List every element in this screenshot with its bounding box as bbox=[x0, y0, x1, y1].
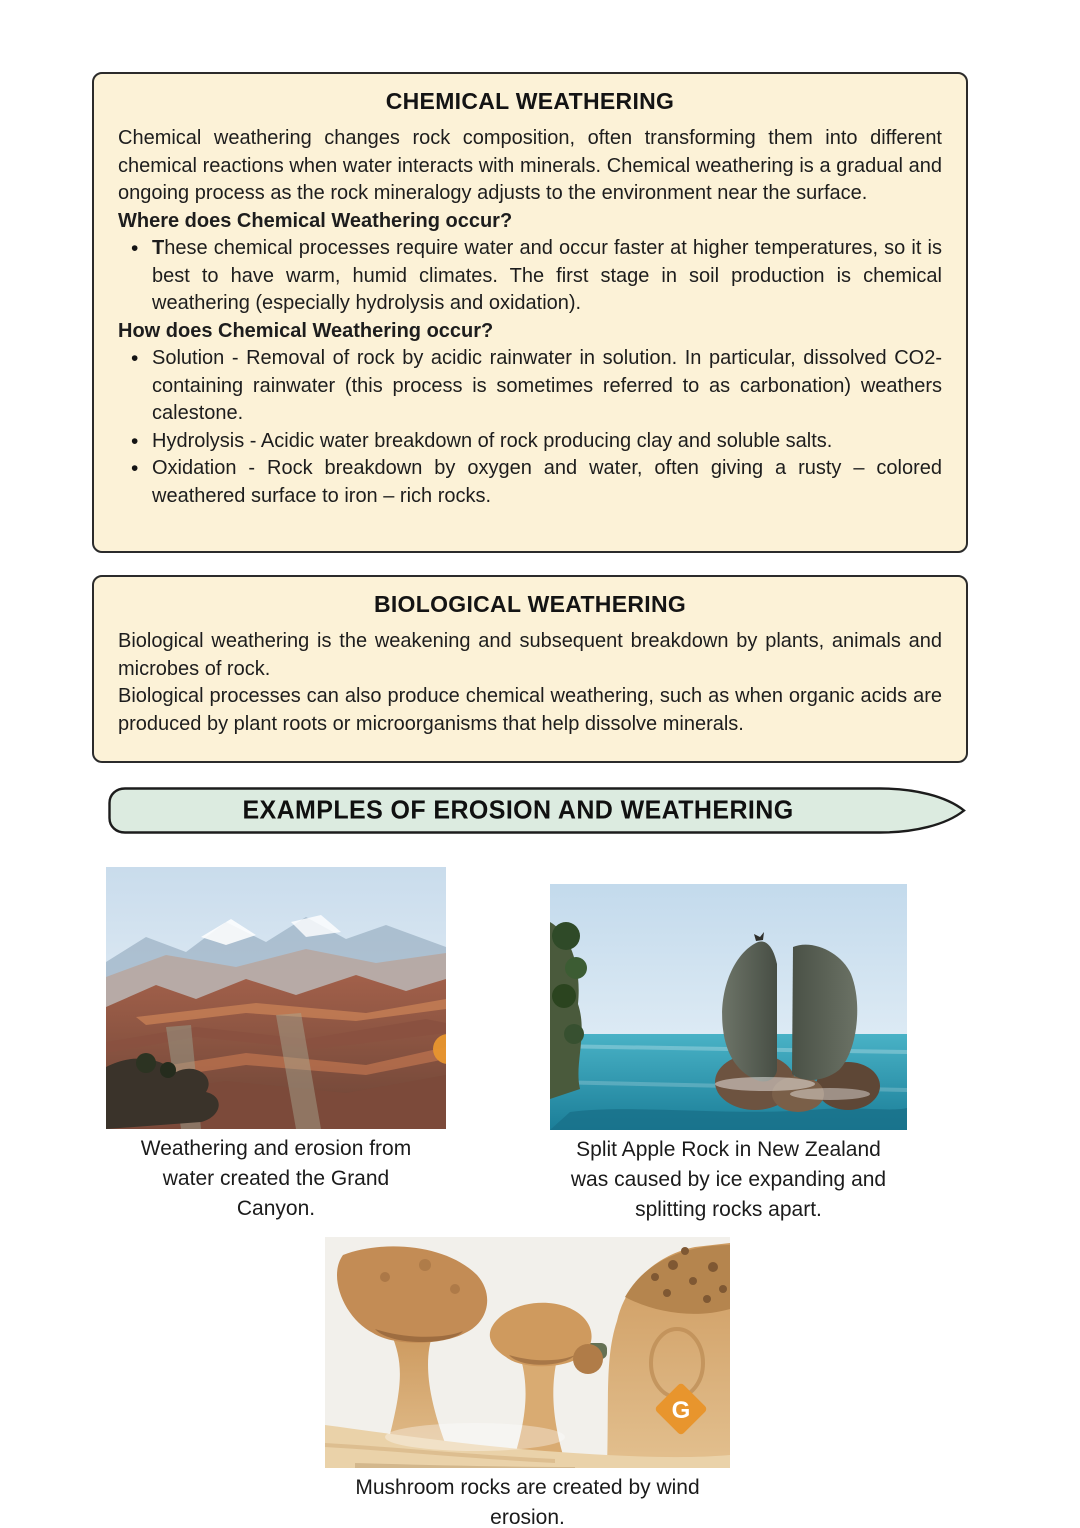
split-apple-caption bbox=[550, 1135, 907, 1225]
caption-line: erosion. bbox=[490, 1506, 565, 1528]
biological-weathering-panel bbox=[92, 575, 968, 763]
caption-line: Mushroom rocks are created by wind bbox=[355, 1476, 700, 1499]
where-heading: Where does Chemical Weathering occur? bbox=[118, 209, 513, 232]
caption-line: was caused by ice expanding and bbox=[570, 1168, 887, 1191]
how-bullet-list bbox=[118, 345, 942, 510]
caption-line: Weathering and erosion from bbox=[140, 1137, 412, 1160]
mushroom-rocks-image bbox=[325, 1237, 730, 1468]
bullet-lead-letter: T bbox=[152, 237, 165, 259]
bullet-text: hese chemical processes require water and occur faster at higher temperatures, so it is best to have warm, humid climates. The first stage in soil production is chemical weathering (especially hydrolysis and oxidation). bbox=[152, 237, 942, 314]
examples-banner bbox=[108, 787, 968, 834]
caption-line: Canyon. bbox=[236, 1197, 316, 1220]
biological-paragraph-1: Biological weathering is the weakening and subsequent breakdown by plants, animals and microbes of rock. bbox=[118, 630, 942, 680]
examples-banner-title: EXAMPLES OF EROSION AND WEATHERING bbox=[242, 795, 794, 825]
how-bullet-hydrolysis: • Hydrolysis - Acidic water breakdown of rock producing clay and soluble salts. bbox=[118, 428, 942, 456]
figure-mushroom-rocks bbox=[325, 1237, 730, 1528]
caption-line: splitting rocks apart. bbox=[635, 1198, 822, 1221]
biological-paragraph-2: Biological processes can also produce chemical weathering, such as when organic acids are produced by plant roots or microorganisms that help dissolve minerals. bbox=[118, 685, 942, 735]
grand-canyon-caption bbox=[106, 1134, 446, 1224]
split-apple-rock-image bbox=[550, 884, 907, 1130]
caption-line: Split Apple Rock in New Zealand bbox=[576, 1138, 881, 1161]
chemical-weathering-title: CHEMICAL WEATHERING bbox=[385, 88, 675, 114]
how-heading: How does Chemical Weathering occur? bbox=[118, 319, 494, 342]
figure-grand-canyon bbox=[106, 867, 446, 1224]
how-bullet-oxidation: • Oxidation - Rock breakdown by oxygen and water, often giving a rusty – colored weathered surface to iron – rich rocks. bbox=[118, 455, 942, 510]
how-bullet-solution: • Solution - Removal of rock by acidic rainwater in solution. In particular, dissolved CO2-containing rainwater (this process is sometimes referred to as carbonation) weathers calestone. bbox=[118, 345, 942, 428]
biological-weathering-title: BIOLOGICAL WEATHERING bbox=[373, 591, 687, 617]
caption-line: water created the Grand bbox=[162, 1167, 390, 1190]
where-bullet-item bbox=[118, 235, 942, 318]
chemical-intro-paragraph: Chemical weathering changes rock composition, often transforming them into different chemical reactions when water interacts with minerals. Chemical weathering is a gradual and ongoing process as the rock mineralogy adjusts to the environment near the surface. bbox=[118, 127, 942, 204]
grand-canyon-image bbox=[106, 867, 446, 1129]
figure-split-apple-rock bbox=[550, 884, 907, 1225]
svg-text:G: G bbox=[671, 1397, 691, 1424]
where-bullet-list bbox=[118, 235, 942, 318]
chemical-weathering-panel bbox=[92, 72, 968, 553]
mushroom-rocks-caption bbox=[325, 1473, 730, 1528]
